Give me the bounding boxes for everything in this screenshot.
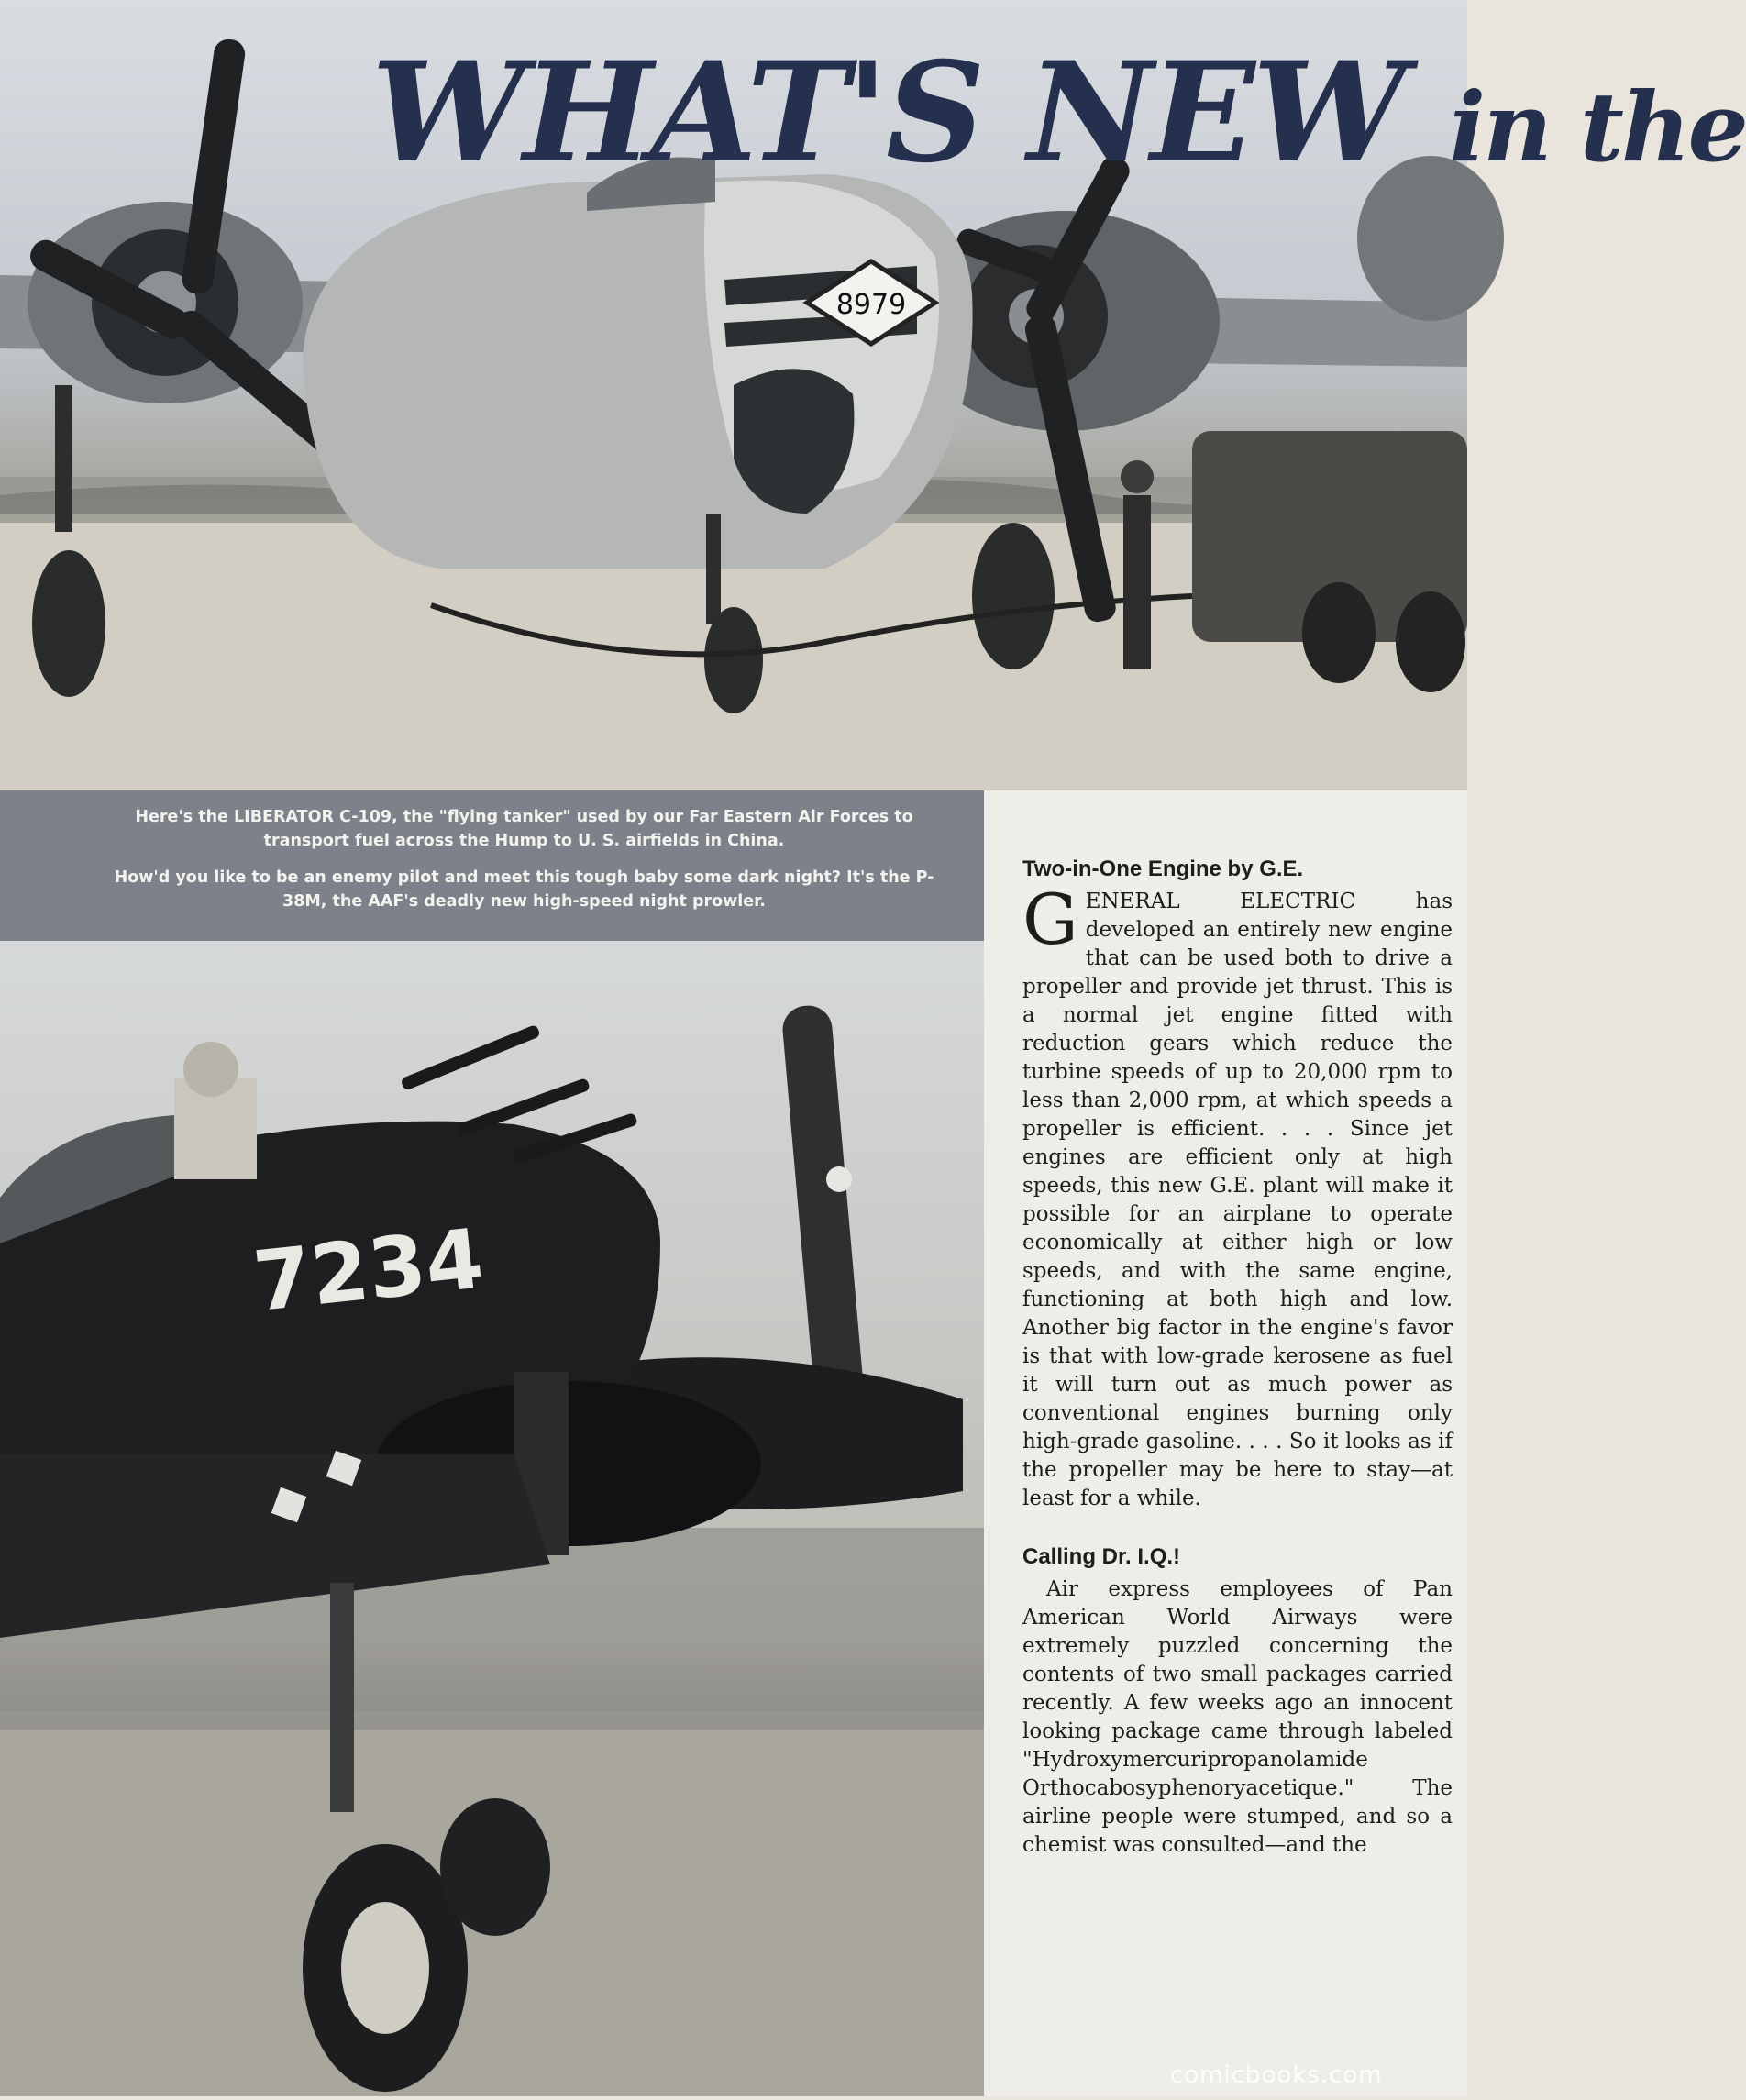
article1-dropcap: G (1022, 879, 1078, 960)
caption-top: Here's the LIBERATOR C-109, the "flying tanker" used by our Far Eastern Air Forces to transport fuel across the Hump to U. S. airfields in China. (135, 808, 913, 850)
tail-number-8979: 8979 (835, 289, 907, 321)
article1-heading: Two-in-One Engine by G.E. (1022, 857, 1304, 881)
headline (371, 32, 1746, 193)
caption-bottom: How'd you like to be an enemy pilot and meet this tough baby some dark night? It's the P-38M, the AAF's deadly new high-speed night prowler. (114, 868, 934, 911)
article1-body (1022, 879, 1453, 1513)
article1-text: ENERAL ELECTRIC has developed an entirely new engine that can be used both to drive a propeller and provide jet thrust. This is a normal jet engine fitted with reduction gears which reduce the turbine speeds of up to 20,000 rpm to less than 2,000 rpm, at which speeds a propeller is efficient. . . . Since jet engines are efficient only at high speeds, this new G.E. plant will make it possible for an airplane to operate economically at either high or low speeds, and with the same engine, functioning at both high and low. Another big factor in the engine's favor is that with low-grade kerosene as fuel it will turn out as much power as conventional engines burning only high-grade gasoline. . . . So it looks as if the propeller may be here to stay—at least for a while. (1022, 890, 1453, 1510)
article2-heading: Calling Dr. I.Q.! (1022, 1544, 1181, 1569)
article2-body: Air express employees of Pan American World Airways were extremely puzzled concerning the contents of two small packages carried recently. A few weeks ago an innocent looking package came through labeled "Hydroxymercuripropanolamide Orthocabosyphenoryacetique." The airline people were stumped, and so a chemist was consulted—and the (1022, 1577, 1453, 1857)
headline-main: WHAT'S NEW (371, 32, 1405, 193)
article-column (984, 790, 1467, 2096)
watermark: comicbooks.com (1170, 2061, 1383, 2089)
nose-number-7234: 7234 (249, 1210, 488, 1331)
p38m-photo (0, 941, 984, 2096)
article2 (1022, 1544, 1453, 1860)
liberator-photo (0, 0, 1746, 790)
p38m-illustration (0, 941, 984, 2096)
photo-captions (0, 790, 984, 941)
headline-rest: in the (1449, 71, 1746, 183)
